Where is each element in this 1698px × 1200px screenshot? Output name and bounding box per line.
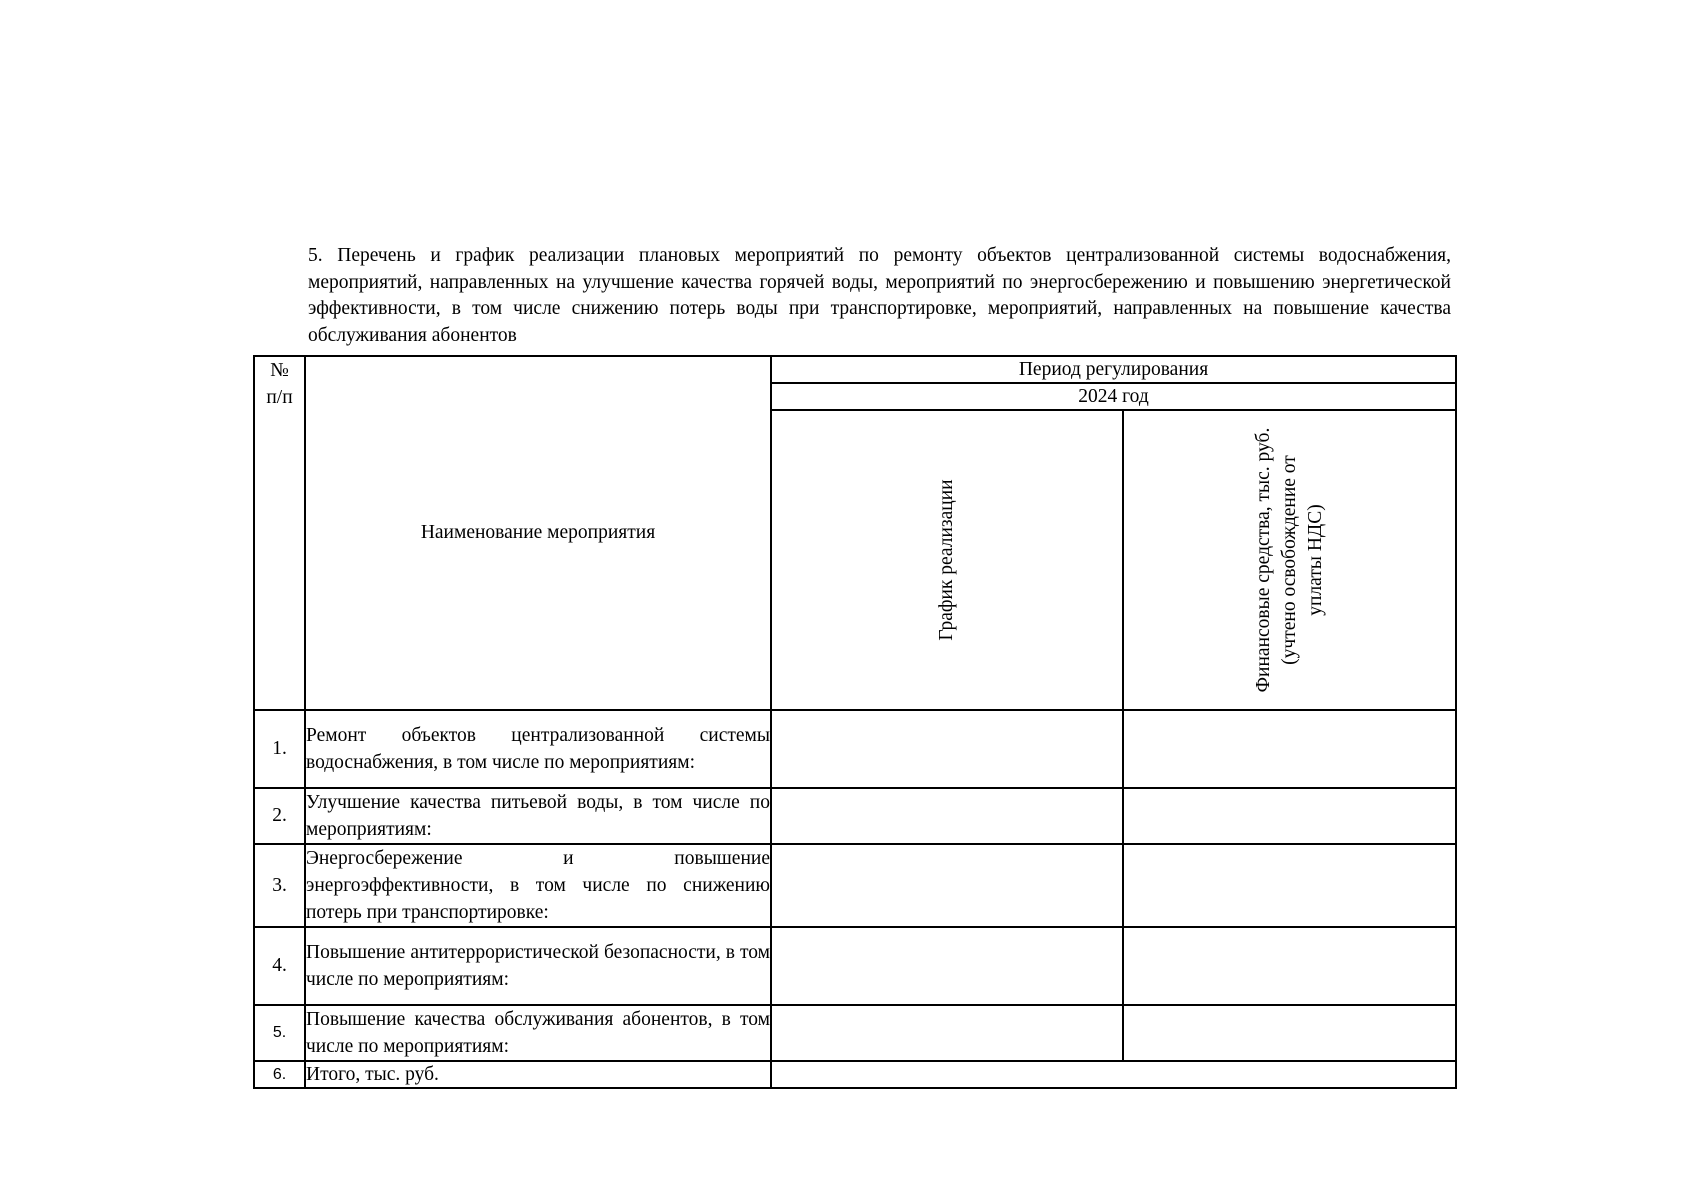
header-finance-line2: (учтено освобождение от (1278, 455, 1300, 665)
row-measure-name (305, 844, 771, 927)
header-number (254, 356, 305, 710)
row-number: 6. (254, 1061, 305, 1088)
row-measure-name: Ремонт объектов централизованной системы водоснабжения, в том числе по мероприятиям: (305, 710, 771, 788)
name-word: и (563, 848, 574, 869)
header-year: 2024 год (771, 383, 1456, 410)
name-word: повышение (674, 848, 770, 869)
table-row (254, 927, 1456, 1005)
header-schedule-text: График реализации (936, 479, 957, 641)
measures-table (253, 355, 1457, 1089)
row-measure-name: Повышение антитеррористической безопасности, в том числе по мероприятиям: (305, 927, 771, 1005)
header-number-abbr: п/п (266, 387, 293, 408)
table-row (254, 788, 1456, 844)
header-row-period (254, 356, 1456, 383)
row-finance-cell (1123, 1005, 1456, 1061)
row-number: 3. (254, 844, 305, 927)
section-heading: 5. Перечень и график реализации плановых мероприятий по ремонту объектов централизованной системы водоснабжения, мероприятий, направленных на улучшение качества горячей воды, мероприятий по энергосбережению и повышению энергетической эффективности, в том числе снижению потерь воды при транспортировке, мероприятий, направленных на повышение качества обслуживания абонентов (308, 245, 1451, 346)
header-finance-line3: уплаты НДС) (1304, 504, 1326, 616)
row-measure-name: Повышение качества обслуживания абонентов, в том числе по мероприятиям: (305, 1005, 771, 1061)
header-regulation-period: Период регулирования (771, 356, 1456, 383)
row-measure-name-rest: энергоэффективности, в том числе по снижению потерь при транспортировке: (306, 875, 770, 923)
header-schedule (771, 410, 1123, 710)
row-schedule-cell (771, 927, 1123, 1005)
row-number: 5. (254, 1005, 305, 1061)
table-row (254, 1005, 1456, 1061)
header-number-symbol: № (270, 360, 289, 381)
row-measure-name-first-line (306, 845, 770, 872)
table-row (254, 844, 1456, 927)
row-finance-cell (1123, 788, 1456, 844)
row-schedule-cell (771, 844, 1123, 927)
header-finance-line1: Финансовые средства, тыс. руб. (1252, 427, 1274, 693)
row-finance-cell (1123, 927, 1456, 1005)
header-measure-name: Наименование мероприятия (305, 356, 771, 710)
row-finance-cell (1123, 710, 1456, 788)
header-finance-text (1251, 428, 1329, 693)
row-schedule-cell (771, 710, 1123, 788)
row-number: 2. (254, 788, 305, 844)
row-schedule-cell (771, 1005, 1123, 1061)
row-number: 4. (254, 927, 305, 1005)
row-finance-cell (1123, 844, 1456, 927)
total-value-cell (771, 1061, 1456, 1088)
row-number: 1. (254, 710, 305, 788)
row-schedule-cell (771, 788, 1123, 844)
total-row (254, 1061, 1456, 1088)
name-word: Энергосбережение (306, 848, 463, 869)
header-finance (1123, 410, 1456, 710)
row-measure-name: Улучшение качества питьевой воды, в том числе по мероприятиям: (305, 788, 771, 844)
total-label: Итого, тыс. руб. (305, 1061, 771, 1088)
table-row (254, 710, 1456, 788)
